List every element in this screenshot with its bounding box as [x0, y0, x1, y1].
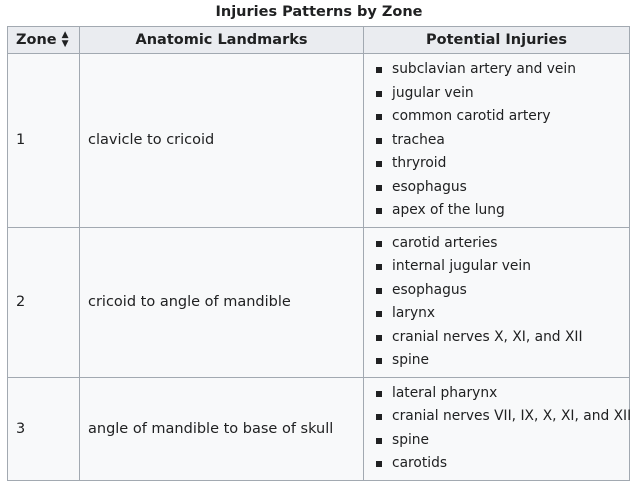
table-row — [8, 54, 630, 228]
zone-cell: 1 — [8, 54, 80, 228]
column-header-zone[interactable] — [8, 27, 80, 54]
injury-item: trachea — [374, 129, 625, 153]
sort-arrows-icon[interactable]: ▲ ▼ — [61, 30, 69, 49]
column-header-landmarks: Anatomic Landmarks — [80, 27, 364, 54]
injury-item: larynx — [374, 302, 625, 326]
injury-item: apex of the lung — [374, 199, 625, 223]
landmarks-cell: cricoid to angle of mandible — [80, 227, 364, 377]
injury-list — [374, 54, 625, 227]
column-header-zone-label: Zone — [16, 32, 57, 48]
injury-item: spine — [374, 429, 625, 453]
injuries-cell — [364, 227, 630, 377]
header-row — [8, 27, 630, 54]
injuries-cell — [364, 377, 630, 480]
table-caption: Injuries Patterns by Zone — [215, 4, 423, 20]
table-row — [8, 227, 630, 377]
injury-item: cranial nerves VII, IX, X, XI, and XII — [374, 405, 625, 429]
injury-item: carotid arteries — [374, 232, 625, 256]
injury-list — [374, 228, 625, 377]
injury-item: subclavian artery and vein — [374, 58, 625, 82]
landmarks-cell: clavicle to cricoid — [80, 54, 364, 228]
injury-item: internal jugular vein — [374, 255, 625, 279]
zone-cell: 2 — [8, 227, 80, 377]
injury-item: thryroid — [374, 152, 625, 176]
column-header-injuries: Potential Injuries — [364, 27, 630, 54]
landmarks-cell: angle of mandible to base of skull — [80, 377, 364, 480]
injury-item: esophagus — [374, 279, 625, 303]
injury-item: carotids — [374, 452, 625, 476]
injury-item: lateral pharynx — [374, 382, 625, 406]
injury-item: spine — [374, 349, 625, 373]
injuries-table — [7, 26, 630, 481]
injury-list — [374, 378, 632, 480]
zone-cell: 3 — [8, 377, 80, 480]
injury-item: jugular vein — [374, 82, 625, 106]
injury-item: esophagus — [374, 176, 625, 200]
injury-item: common carotid artery — [374, 105, 625, 129]
injuries-cell — [364, 54, 630, 228]
injury-item: cranial nerves X, XI, and XII — [374, 326, 625, 350]
table-row — [8, 377, 630, 480]
